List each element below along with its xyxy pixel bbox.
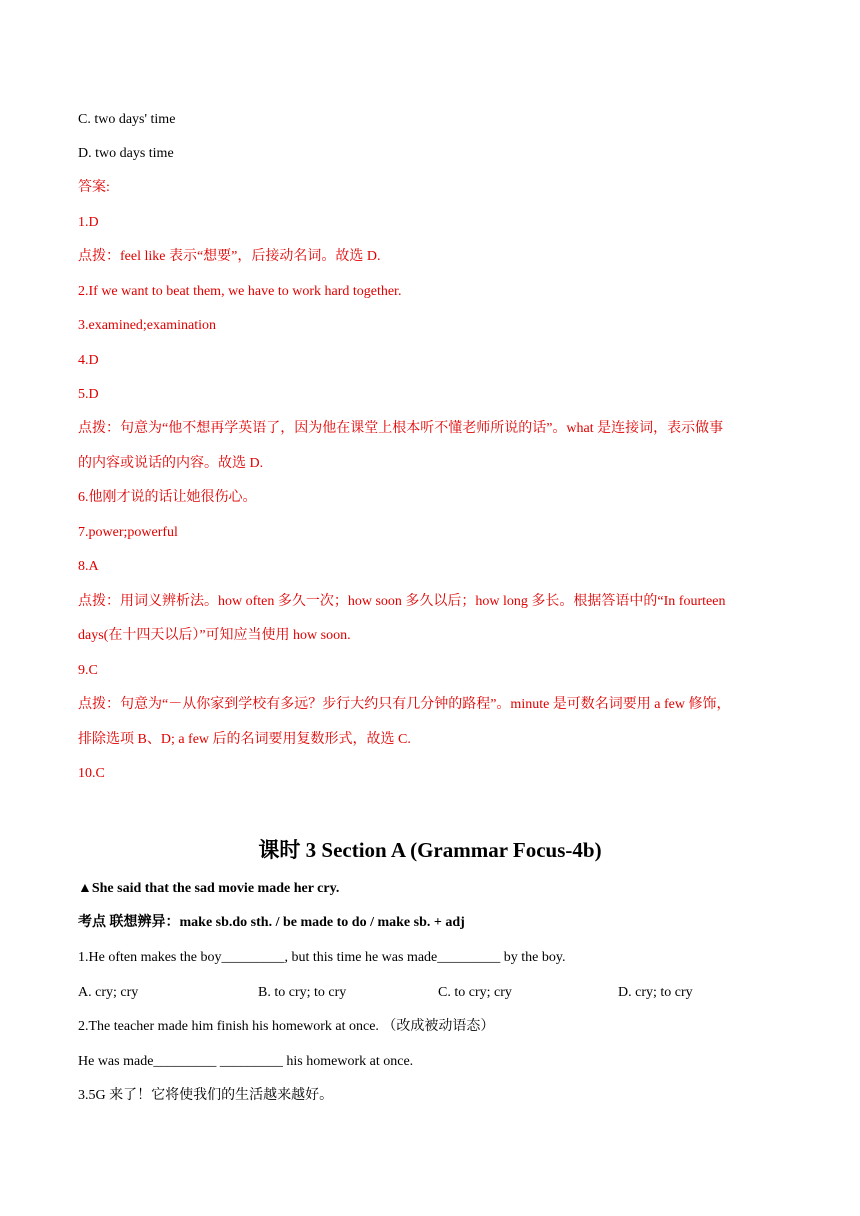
answer-3: 3.examined;examination: [78, 318, 217, 333]
answer-9-note-line1: 点拨：句意为“－从你家到学校有多远？步行大约只有几分钟的路程”。minute 是可数名词要用 a few 修饰，: [78, 697, 731, 712]
section-title: 课时 3 Section A (Grammar Focus-4b): [258, 838, 602, 862]
answer-5: 5.D: [78, 387, 99, 402]
answer-1-note: 点拨：feel like 表示“想要”，后接动名词。故选 D.: [78, 249, 381, 264]
question-1-option-c: C. to cry; cry: [438, 985, 512, 1000]
question-2-blank: He was made_________ _________ his homework at once.: [78, 1054, 414, 1069]
answers-header: 答案:: [78, 180, 110, 195]
answer-4: 4.D: [78, 353, 99, 368]
key-sentence: ▲She said that the sad movie made her cry.: [78, 881, 340, 896]
answer-7: 7.power;powerful: [78, 525, 178, 540]
exam-point: 考点 联想辨异：make sb.do sth. / be made to do / make sb. + adj: [78, 915, 465, 930]
answer-9-note-line2: 排除选项 B、D; a few 后的名词要用复数形式，故选 C.: [78, 732, 411, 747]
answer-5-note-line1: 点拨：句意为“他不想再学英语了，因为他在课堂上根本听不懂老师所说的话”。what 是连接词，表示做事: [78, 421, 724, 436]
answer-8-note-line2: days(在十四天以后）”可知应当使用 how soon.: [78, 628, 351, 643]
answer-9: 9.C: [78, 663, 98, 678]
answer-1: 1.D: [78, 215, 99, 230]
question-3: 3.5G 来了！它将使我们的生活越来越好。: [78, 1088, 334, 1103]
answer-8-note-line1: 点拨：用词义辨析法。how often 多久一次；how soon 多久以后；how long 多长。根据答语中的“In fourteen: [78, 594, 726, 609]
question-1-option-a: A. cry; cry: [78, 985, 139, 1000]
answer-8: 8.A: [78, 559, 99, 574]
answer-10: 10.C: [78, 766, 105, 781]
question-1-option-b: B. to cry; to cry: [258, 985, 347, 1000]
question-1-option-d: D. cry; to cry: [618, 985, 693, 1000]
answer-5-note-line2: 的内容或说话的内容。故选 D.: [78, 456, 264, 471]
question-1: 1.He often makes the boy_________, but this time he was made_________ by the boy.: [78, 950, 566, 965]
option-c: C. two days' time: [78, 112, 176, 127]
question-2: 2.The teacher made him finish his homework at once. （改成被动语态）: [78, 1019, 495, 1034]
answer-2: 2.If we want to beat them, we have to work hard together.: [78, 284, 402, 299]
answer-6: 6.他刚才说的话让她很伤心。: [78, 490, 257, 505]
option-d: D. two days time: [78, 146, 174, 161]
